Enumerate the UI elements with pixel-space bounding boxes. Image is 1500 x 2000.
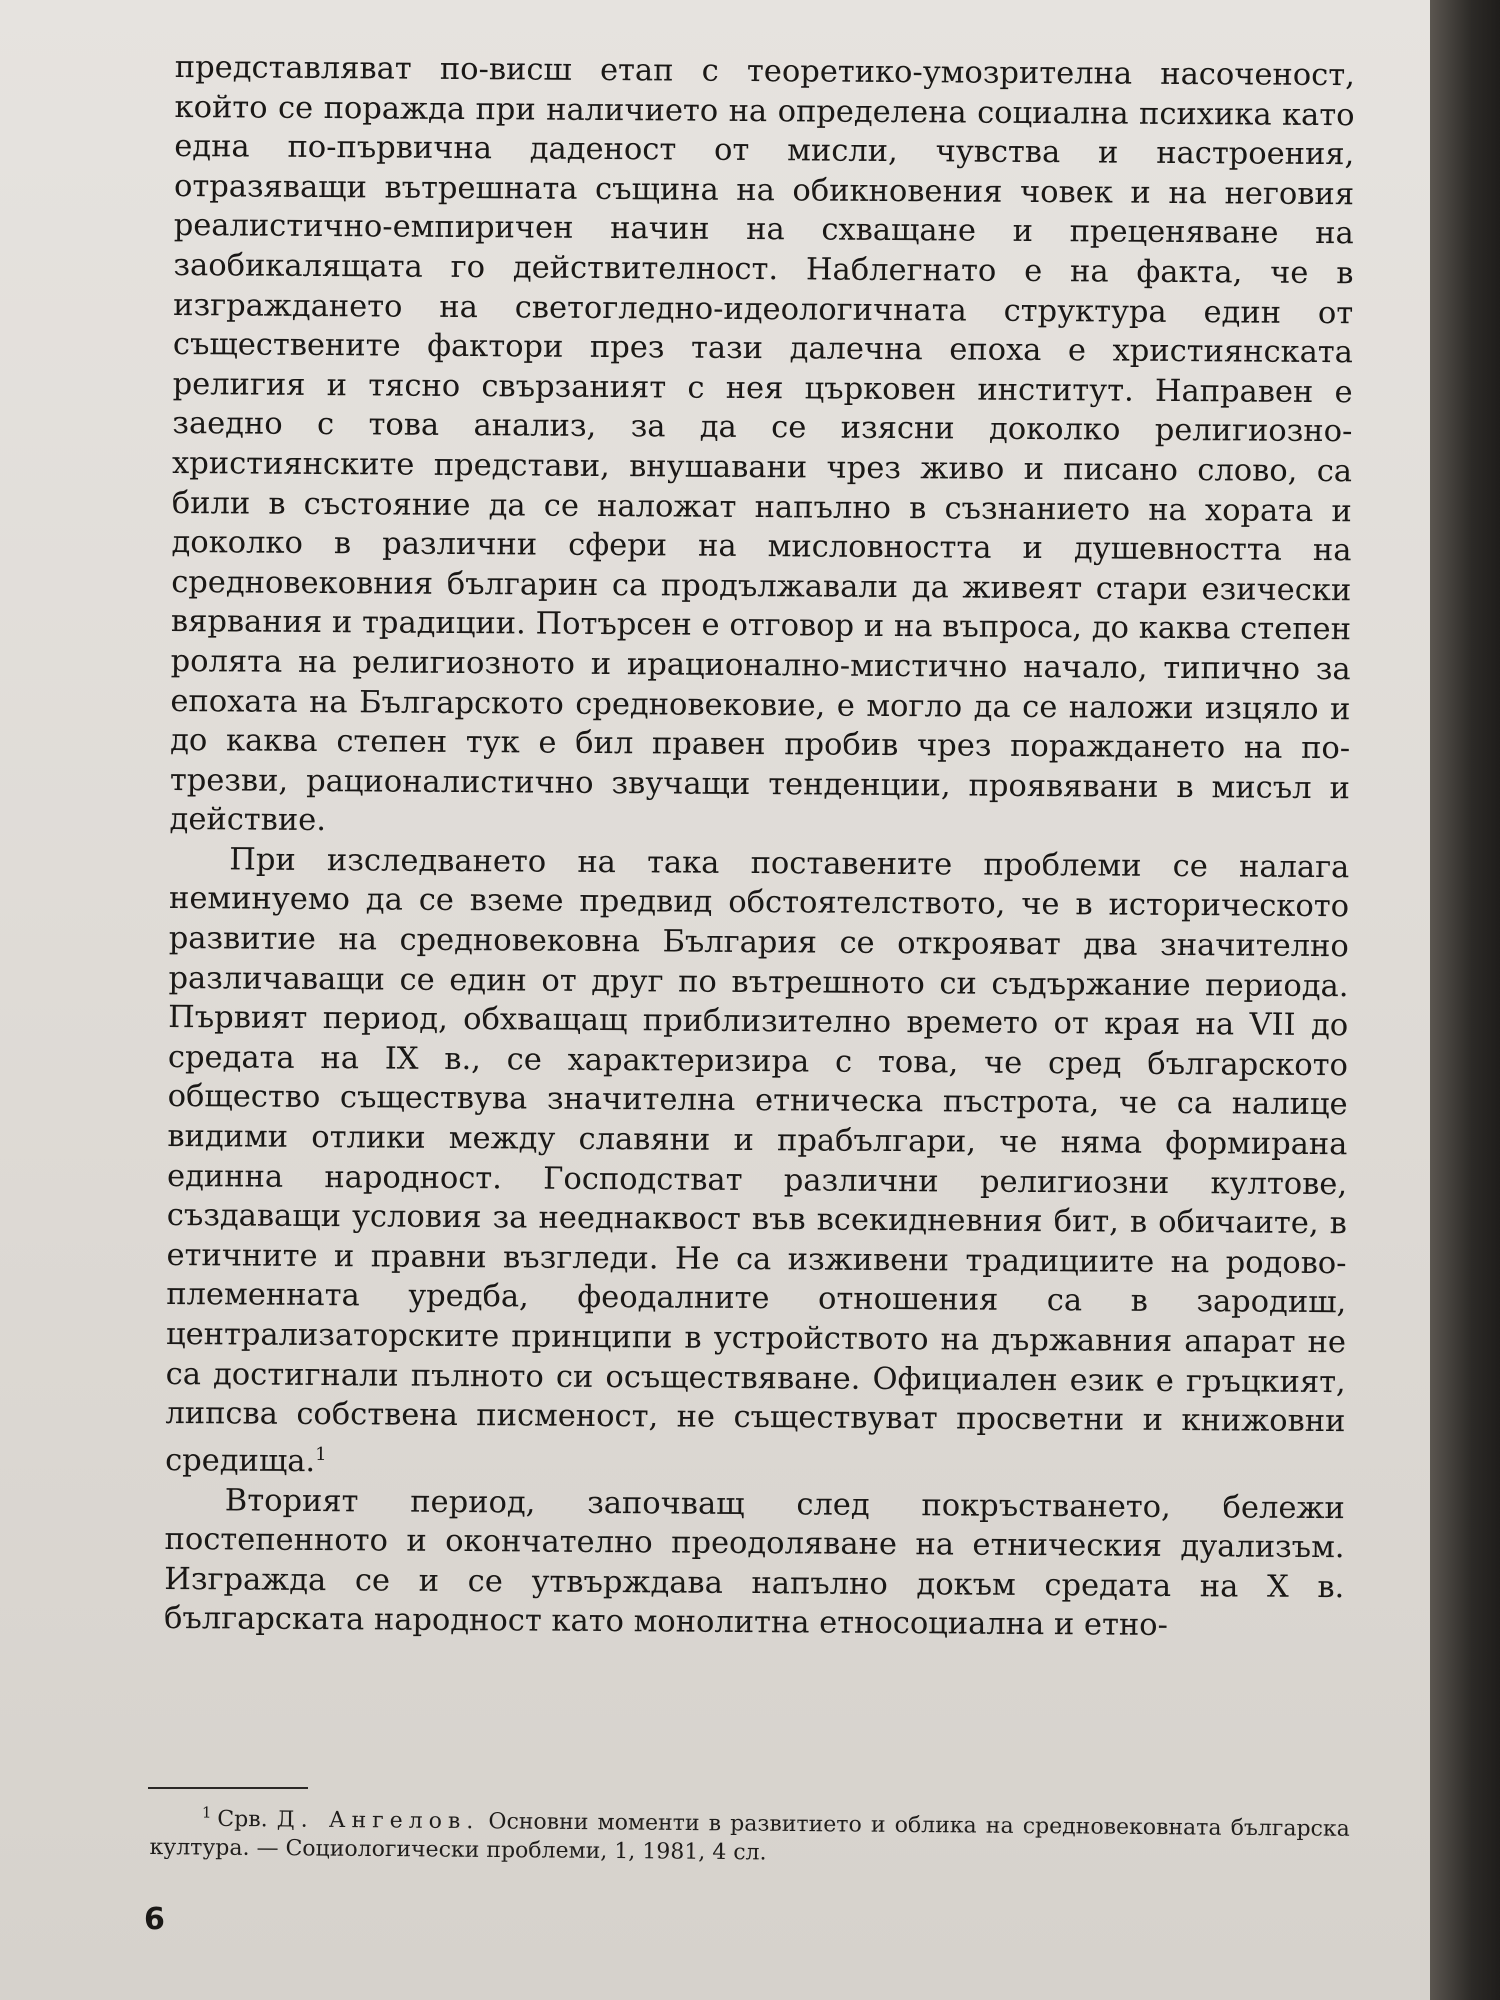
footnote-divider [148, 1787, 308, 1789]
main-text [164, 48, 1355, 1647]
paragraph-2-text: При изследването на така поставените проблеми се налага неминуемо да се вземе предвид обстоятелството, че в историческото развитие на средновековна България се открояват два значително различаващи се един от друг по вътрешното си съдържание периода. Първият период, обхващащ приблизително времето от края на VII до средата на IX в., се характеризира с това, че сред българското общество съществува значителна етническа пъстрота, че са налице видими отлики между славяни и прабългари, че няма формирана единна народност. Господстват различни религиозни култове, създаващи условия за нееднаквост във всекидневния бит, в обичаите, в етичните и правни възгледи. Не са изживени традициите на родово-племенната уредба, феодалните отношения са в зародиш, централизаторските принципи в устройството на държавния апарат не са достигнали пълното си осъществяване. Официален език е гръцкият, липсва собствена писменост, не съществуват просветни и книжовни средища. [165, 842, 1350, 1479]
footnote [149, 1798, 1350, 1873]
footnote-author: Д. Ангелов. [276, 1807, 480, 1835]
footnote-prefix: Срв. [217, 1806, 268, 1833]
footnote-mark: 1 [201, 1803, 212, 1822]
paragraph-1: представляват по-висш етап с теоретико-умозрителна насоченост, който се поражда при наличието на определена социална психика като една по-първична даденост от мисли, чувства и настроения, отразяващи вътрешната същина на обикновения човек и на неговия реалистично-емпиричен начин на схващане и преценяване на заобикалящата го действителност. Наблегнато е на факта, че в изграждането на светогледно-идеологичната структура един от съществените фактори през тази далечна епоха е християнската религия и тясно свързаният с нея църковен институт. Направен е заедно с това анализ, за да се изясни доколко религиозно-християнските представи, внушавани чрез живо и писано слово, са били в състояние да се наложат напълно в съзнанието на хората и доколко в различни сфери на мисловността и душевността на средновековния българин са продължавали да живеят стари езически вярвания и традиции. Потърсен е отговор и на въпроса, до каква степен ролята на религиозното и ирационално-мистично начало, типично за епохата на Българското средновековие, е могло да се наложи изцяло и до каква степен тук е бил правен пробив чрез пораждането на по-трезви, рационалистично звучащи тенденции, проявявани в мисъл и действие. [169, 49, 1355, 839]
footnote-text: Основни моменти в развитието и облика на средновековната българска култура. — Социологически проблеми, 1, 1981, 4 сл. [149, 1809, 1350, 1866]
paragraph-2 [165, 840, 1349, 1489]
page-number: 6 [144, 1902, 165, 1937]
paragraph-3: Вторият период, започващ след покръстването, бележи постепенното и окончателно преодоляване на етническия дуализъм. Изгражда се и се утвърждава напълно докъм средата на X в. българската народност като монолитна етносоциална и етно- [163, 1482, 1345, 1644]
book-spine-shadow [1430, 0, 1500, 2000]
footnote-reference: 1 [315, 1443, 327, 1465]
